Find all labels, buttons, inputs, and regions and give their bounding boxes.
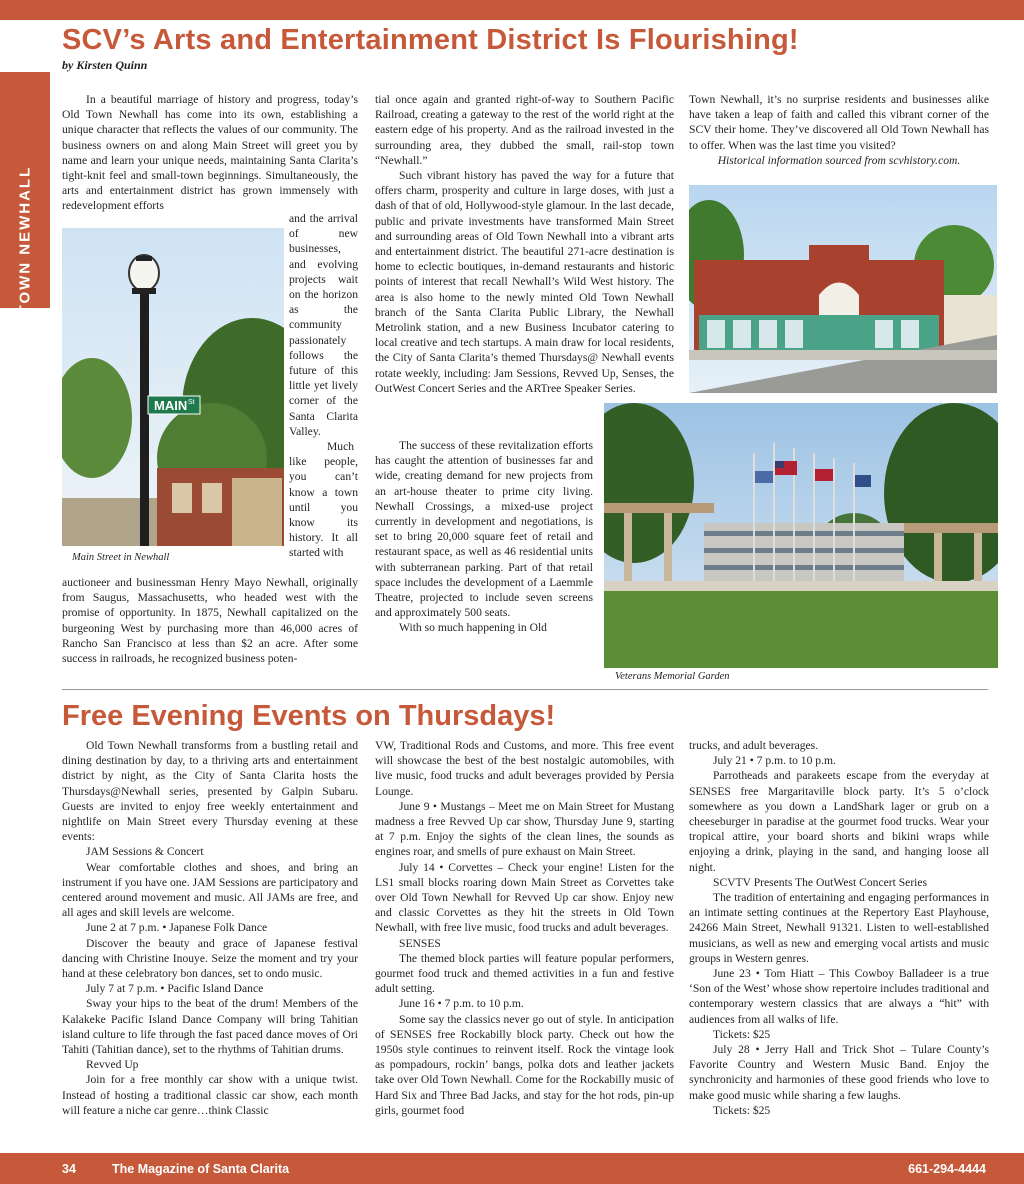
- paragraph: and the arrival of new businesses, and evolving projects wait on the horizon as the community passionately follows the future of this little yet lively corner of the Santa Clarita Valley.: [289, 212, 358, 438]
- event-subheading: Tickets: $25: [713, 1103, 771, 1117]
- main-street-image: [62, 228, 284, 546]
- event-subheading: July 7 at 7 p.m. • Pacific Island Dance: [86, 982, 264, 996]
- section-tab: [0, 72, 50, 359]
- byline: by Kirsten Quinn: [62, 58, 148, 72]
- article2-col1: [62, 738, 358, 1118]
- paragraph: The success of these revitalization efforts has caught the attention of businesses far and wide, creating demand for new projects from an art-house theater to prime city living. Newhall Crossings, a mixed-use project currently in development and negotiations, is set to bring 20,000 square feet of retail and restaurant space, as well as 46 residential units with subterranean parking. Part of that retail space includes the development of a Laemmle Theatre, projected to include seven screens and approximately 500 seats.: [375, 439, 593, 620]
- veterans-garden-caption: Veterans Memorial Garden: [615, 671, 730, 682]
- article2-col3: [689, 738, 989, 1118]
- article1-col2-lower: [375, 438, 593, 636]
- magazine-name: The Magazine of Santa Clarita: [112, 1162, 290, 1176]
- main-street-caption: Main Street in Newhall: [72, 552, 170, 563]
- source-note: Historical information sourced from scvhistory.com.: [717, 153, 961, 167]
- event-subheading: Tickets: $25: [713, 1027, 771, 1041]
- article1-col1-top: [62, 92, 358, 214]
- event-subheading: July 21 • 7 p.m. to 10 p.m.: [713, 754, 836, 768]
- paragraph: trucks, and adult beverages.: [689, 739, 819, 752]
- veterans-garden-image: [604, 403, 998, 668]
- section-divider: [62, 689, 988, 690]
- page-number: 34: [62, 1162, 76, 1176]
- paragraph: Sway your hips to the beat of the drum! Members of the Kalakeke Pacific Island Dance Company will bring Tahitian island culture to life through the fast paced dance moves of Ori Tahiti (Tahitian dance), set to the rhythms of Tahitian drums.: [62, 997, 358, 1057]
- event-subheading: June 2 at 7 p.m. • Japanese Folk Dance: [86, 921, 268, 935]
- top-accent-bar: [0, 0, 1024, 20]
- paragraph: In a beautiful marriage of history and progress, today’s Old Town Newhall has come into its own, establishing a unique character that reflects the values of our community. The business owners on and along Main Street will greet you by name and learn your unique needs, maintaining Santa Clarita’s tight-knit feel and small-town beginnings. Simultaneously, the arts and entertainment district has grown immensely with redevelopment efforts: [62, 93, 358, 213]
- street-sign-suffix: St: [188, 399, 195, 406]
- paragraph: June 23 • Tom Hiatt – This Cowboy Balladeer is a true ‘Son of the West’ whose show repertoire includes traditional and contemporary western classics that are always a “hit” with audiences from all walks of life.: [689, 967, 989, 1026]
- historic-building-image: [689, 185, 997, 393]
- paragraph: Old Town Newhall transforms from a bustling retail and dining destination by day, to a thriving arts and entertainment district by night, as the City of Santa Clarita hosts the Thursdays@Newhall series, presented by Galpin Subaru. Guests are invited to enjoy free weekly entertainment and nightlife on Main Street every Thursday evening at these events:: [62, 739, 358, 844]
- paragraph: The tradition of entertaining and engaging performances in an intimate setting continues at the Repertory East Playhouse, 24266 Main Street, Newhall 91321. Listen to well-established musicians, as well as new and emerging vocal artists and music groups in Western genres.: [689, 891, 989, 965]
- paragraph: Parrotheads and parakeets escape from the everyday at SENSES free Margaritaville block party. It’s 5 o’clock somewhere as you down a LandShark lager or grub on a cheeseburger in paradise at the gourmet food trucks. Wear your tropical attire, your board shorts and bikini wraps while enjoying a drink, playing in the sand, and hanging loose all night.: [689, 769, 989, 874]
- main-street-photo: [62, 228, 284, 546]
- article-title: SCV’s Arts and Entertainment District Is Flourishing!: [62, 24, 799, 56]
- veterans-garden-photo: [604, 403, 998, 668]
- event-subheading: June 16 • 7 p.m. to 10 p.m.: [399, 997, 524, 1011]
- paragraph: Such vibrant history has paved the way for a future that offers charm, prosperity and culture in large doses, with just a dash of that of old, Hollywood-style glamour. In the last decade, public and private investments have transformed Main Street and surrounding areas of Old Town Newhall into a vibrant arts and entertainment district. The beautiful 271-acre destination is home to eclectic boutiques, in-demand restaurants and historic points of interest that recall Newhall’s Wild West history. The area is also home to the newly minted Old Town Newhall branch of the Santa Clarita Public Library, the Newhall Metrolink station, and a new Business Incubator catering to local creative and tech startups. A main draw for local residents, the City of Santa Clarita’s themed Thursdays@ Newhall events rotate weekly, including: Jam Sessions, Revved Up, Senses, the OutWest Concert Series and the ARTree Speaker Series.: [375, 169, 674, 395]
- paragraph: Much like people, you can’t know a town until you know its history. It all started with: [289, 440, 358, 560]
- event-subheading: Revved Up: [86, 1058, 139, 1072]
- paragraph: VW, Traditional Rods and Customs, and more. This free event will showcase the best of the best nostalgic automobiles, with live music, food trucks and adult beverages provided by Persia Lounge.: [375, 739, 674, 798]
- article2-col2: [375, 738, 674, 1118]
- article1-col1-bottom: [62, 575, 358, 666]
- article1-col1-wrap: [289, 211, 358, 561]
- article1-col2: [375, 92, 674, 396]
- paragraph: auctioneer and businessman Henry Mayo Newhall, originally from Saugus, Massachusetts, who headed west with the promise of opportunity. In 1875, Newhall capitalized on the burgeoning West by purchasing more than 46,000 acres of Rancho San Francisco at less than $2 an acre. After some success in railroads, he recognized business poten-: [62, 576, 358, 666]
- paragraph: Some say the classics never go out of style. In anticipation of SENSES free Rockabilly block party. Check out how the 1950s style continues to reinvent itself. Rock the vintage look as pompadours, rockin’ bangs, polka dots and leather jackets take over Old Town Newhall. Come for the Rockabilly music of Hard Six and Three Bad Jacks, and stay for the hot rods, pin-up girls, gourmet food: [375, 1012, 674, 1117]
- event-subheading: SCVTV Presents The OutWest Concert Series: [713, 875, 928, 889]
- paragraph: With so much happening in Old: [399, 621, 547, 635]
- paragraph: Join for a free monthly car show with a unique twist. Instead of hosting a traditional classic car show, each month will feature a niche car genre…think Classic: [62, 1073, 358, 1117]
- event-subheading: SENSES: [399, 936, 441, 950]
- phone-number: 661-294-4444: [908, 1162, 986, 1176]
- street-sign-text: MAIN: [154, 398, 188, 413]
- article1-col3: [689, 92, 989, 168]
- historic-building-photo: [689, 185, 997, 393]
- section-tab-label: OLD TOWN NEWHALL: [16, 165, 34, 359]
- article2-title: Free Evening Events on Thursdays!: [62, 700, 556, 732]
- paragraph: tial once again and granted right-of-way to Southern Pacific Railroad, creating a gateway to the rest of the world right at the eastern edge of his property. And as the railroad invested in the surrounding area, they dubbed the small, rail-stop town “Newhall.”: [375, 93, 674, 167]
- paragraph: July 28 • Jerry Hall and Trick Shot – Tulare County’s Favorite Country and Western Music Band. Enjoy the synchronicity and harmonies of these good friends who love to make good music while sharing a few laughs.: [689, 1043, 989, 1102]
- paragraph: Town Newhall, it’s no surprise residents and businesses alike have taken a leap of faith and called this vibrant corner of the SCV their home. They’ve discovered all Old Town Newhall has to offer. When was the last time you visited?: [689, 93, 989, 152]
- paragraph: June 9 • Mustangs – Meet me on Main Street for Mustang madness a free Revved Up car show, Thursday June 9, starting at 7 p.m. Enjoy the sights of the clean lines, the sounds as engines roar, and smells of pure exhaust on Main Street.: [375, 799, 674, 859]
- paragraph: July 14 • Corvettes – Check your engine! Listen for the LS1 small blocks roaring down Main Street as Corvettes take over Old Town Newhall for Revved Up car show. Enjoy new and classic Corvettes as they hit the streets in Old Town Newhall, with free live music, food trucks and adult beverages.: [375, 860, 674, 935]
- paragraph: Discover the beauty and grace of Japanese festival dancing with Christine Inouye. Seize the moment and try your hand at these celebratory bon dances, set to ondo music.: [62, 936, 358, 981]
- paragraph: The themed block parties will feature popular performers, gourmet food truck and themed activities in a fun and festive adult setting.: [375, 951, 674, 996]
- event-subheading: JAM Sessions & Concert: [86, 845, 204, 859]
- paragraph: Wear comfortable clothes and shoes, and bring an instrument if you have one. JAM Sessions are participatory and centered around movement and music. All JAMs are free, and all ages and skill levels are welcome.: [62, 860, 358, 920]
- page-footer: [0, 1153, 1024, 1184]
